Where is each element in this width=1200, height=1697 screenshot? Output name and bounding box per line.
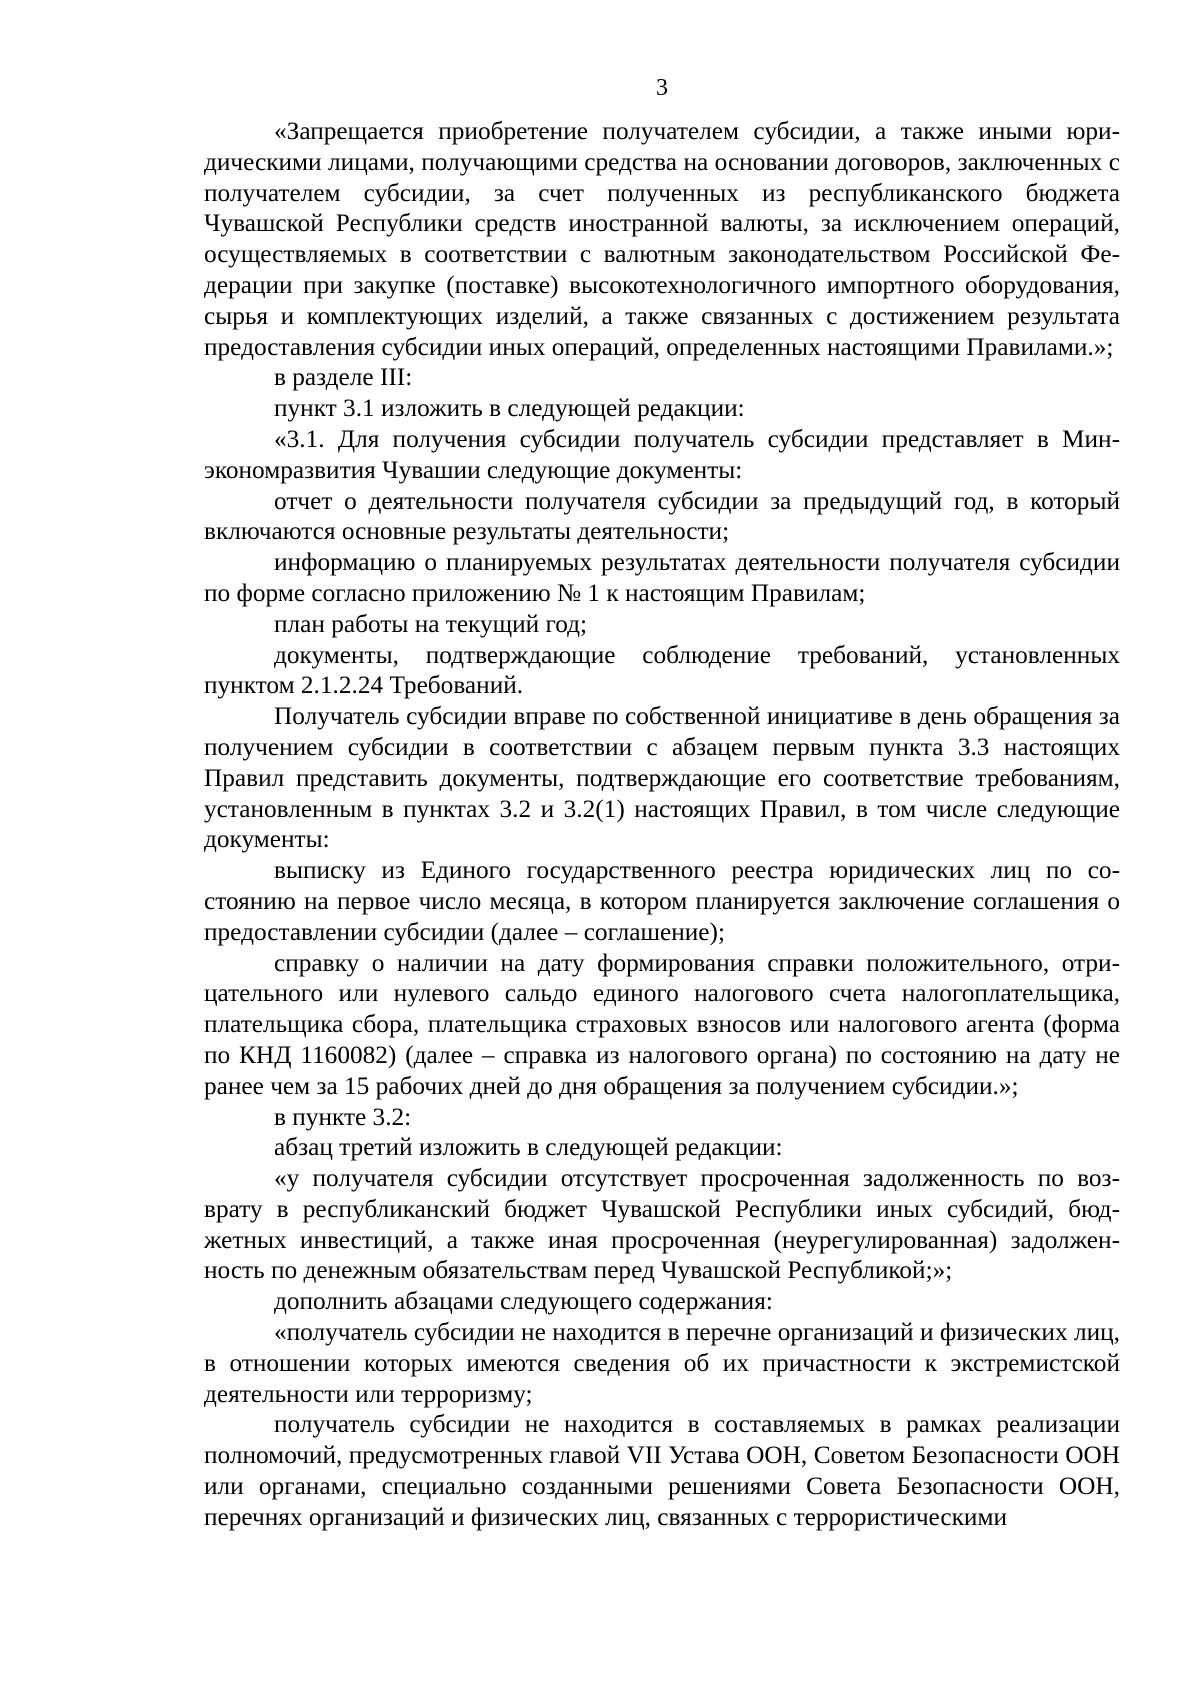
paragraph-compliance-documents: документы, подтверждающие соблюдение требований, установленных пунктом 2.1.2.24 Требований. (204, 640, 1120, 700)
paragraph-item-3-1: «3.1. Для получения субсидии получатель субсидии представляет в Минэкономразвития Чувашии следующие документы: (204, 424, 1120, 484)
paragraph-own-initiative: Получатель субсидии вправе по собственной инициативе в день обращения за получением субсидии в соответствии с абзацем первым пункта 3.3 настоящих Правил представить документы, подтверждающие его соответствие требованиям, установленным в пунктах 3.2 и 3.2(1) настоящих Правил, в том числе следующие документы: (204, 702, 1120, 854)
paragraph-planned-results: информацию о планируемых результатах деятельности получателя субсидии по форме согласно приложению № 1 к настоящим Правилам; (204, 548, 1120, 607)
page-number: 3 (656, 75, 668, 101)
paragraph-registry-extract: выписку из Единого государственного реестра юридических лиц по состоянию на первое число месяца, в котором планируется заключение соглашения о предоставлении субсидии (далее – соглашение); (204, 856, 1120, 946)
paragraph-no-overdue-debt: «у получателя субсидии отсутствует просроченная задолженность по возврату в республиканский бюджет Чувашской Республики иных субсидий, бюджетных инвестиций, а также иная просроченная (неурегулированная) задолженность по денежным обязательствам перед Чувашской Республикой;»; (204, 1164, 1120, 1285)
paragraph-item-3-1-intro: пункт 3.1 изложить в следующей редакции: (274, 394, 745, 423)
paragraph-section-iii: в разделе III: (274, 363, 413, 392)
paragraph-activity-report: отчет о деятельности получателя субсидии за предыдущий год, в который включаются основные результаты деятельности; (204, 486, 1120, 546)
paragraph-un-lists: получатель субсидии не находится в составляемых в рамках реализации полномочий, предусмотренных главой VII Устава ООН, Советом Безопасности ООН или органами, специально созданными решениями Совета Безопасности ООН, перечнях организаций и физических лиц, связанных с террористическими (204, 1410, 1120, 1531)
paragraph-work-plan: план работы на текущий год; (274, 609, 588, 638)
document-body (204, 116, 1120, 1533)
paragraph-tax-certificate: справку о наличии на дату формирования справки положительного, отрицательного или нулевого сальдо единого налогового счета налогоплательщика, плательщика сбора, плательщика страховых взносов или налогового агента (форма по КНД 1160082) (далее – справка из налогового органа) по состоянию на дату не ранее чем за 15 рабочих дней до дня обращения за получением субсидии.»; (204, 948, 1120, 1100)
paragraph-currency-prohibition: «Запрещается приобретение получателем субсидии, а также иными юридическими лицами, получающими средства на основании договоров, заключенных с получателем субсидии, за счет полученных из республиканского бюджета Чувашской Республики средств иностранной валюты, за исключением операций, осуществляемых в соответствии с валютным законодательством Российской Федерации при закупке (поставке) высокотехнологичного импортного оборудования, сырья и комплектующих изделий, а также связанных с достижением результата предоставления субсидии иных операций, определенных настоящими Правилами.»; (204, 117, 1120, 361)
paragraph-item-3-2: в пункте 3.2: (274, 1102, 412, 1131)
paragraph-extremism-list: «получатель субсидии не находится в перечне организаций и физических лиц, в отношении которых имеются сведения об их причастности к экстремистской деятельности или терроризму; (204, 1318, 1120, 1408)
paragraph-third-paragraph-intro: абзац третий изложить в следующей редакции: (274, 1133, 783, 1162)
paragraph-supplement-intro: дополнить абзацами следующего содержания: (274, 1287, 773, 1316)
